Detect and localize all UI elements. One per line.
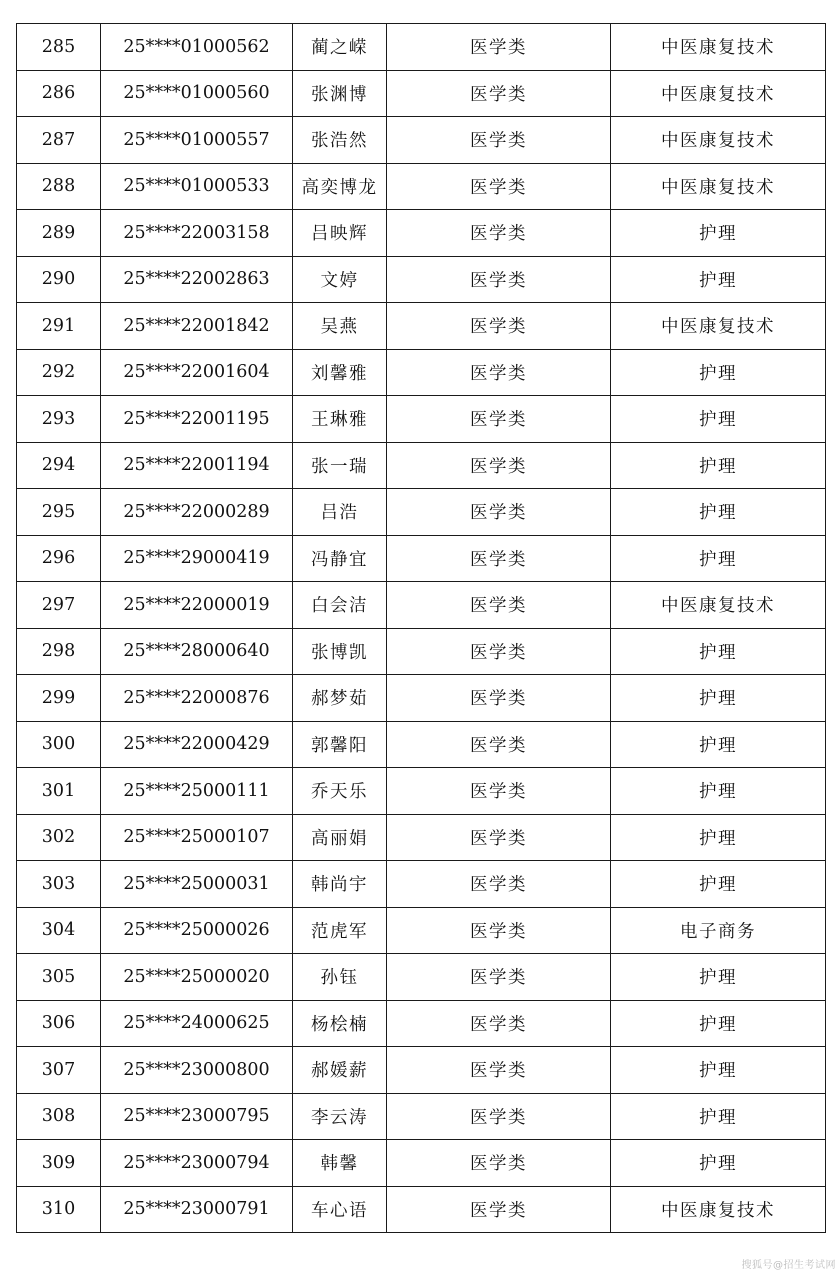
cell-candidate-id: 25****25000026 (101, 907, 293, 954)
cell-major: 护理 (611, 721, 826, 768)
cell-serial-number: 293 (17, 396, 101, 443)
table-row (17, 163, 826, 210)
cell-candidate-id: 25****22000019 (101, 582, 293, 629)
cell-candidate-id: 25****22001842 (101, 303, 293, 350)
cell-student-name: 郭馨阳 (293, 721, 387, 768)
table-row (17, 349, 826, 396)
cell-major: 护理 (611, 1000, 826, 1047)
cell-serial-number: 285 (17, 24, 101, 71)
cell-major: 护理 (611, 861, 826, 908)
cell-category: 医学类 (387, 768, 611, 815)
table-row (17, 768, 826, 815)
cell-student-name: 郝梦茹 (293, 675, 387, 722)
cell-category: 医学类 (387, 256, 611, 303)
cell-candidate-id: 25****22001195 (101, 396, 293, 443)
cell-candidate-id: 25****25000020 (101, 954, 293, 1001)
cell-candidate-id: 25****22000876 (101, 675, 293, 722)
cell-student-name: 张博凯 (293, 628, 387, 675)
cell-category: 医学类 (387, 721, 611, 768)
cell-serial-number: 291 (17, 303, 101, 350)
cell-major: 中医康复技术 (611, 117, 826, 164)
cell-serial-number: 303 (17, 861, 101, 908)
cell-student-name: 车心语 (293, 1186, 387, 1233)
cell-category: 医学类 (387, 1093, 611, 1140)
cell-category: 医学类 (387, 954, 611, 1001)
cell-student-name: 刘馨雅 (293, 349, 387, 396)
cell-student-name: 吕浩 (293, 489, 387, 536)
table-row (17, 256, 826, 303)
cell-serial-number: 298 (17, 628, 101, 675)
cell-student-name: 吴燕 (293, 303, 387, 350)
cell-student-name: 张渊博 (293, 70, 387, 117)
cell-serial-number: 306 (17, 1000, 101, 1047)
cell-candidate-id: 25****22002863 (101, 256, 293, 303)
cell-major: 护理 (611, 210, 826, 257)
cell-serial-number: 301 (17, 768, 101, 815)
table-row (17, 1047, 826, 1094)
cell-major: 护理 (611, 628, 826, 675)
admission-list-table (16, 23, 826, 1233)
cell-student-name: 高奕博龙 (293, 163, 387, 210)
cell-serial-number: 297 (17, 582, 101, 629)
cell-major: 护理 (611, 489, 826, 536)
cell-serial-number: 310 (17, 1186, 101, 1233)
cell-major: 护理 (611, 535, 826, 582)
cell-major: 中医康复技术 (611, 24, 826, 71)
cell-major: 中医康复技术 (611, 1186, 826, 1233)
cell-category: 医学类 (387, 535, 611, 582)
table-body (17, 24, 826, 1233)
cell-category: 医学类 (387, 628, 611, 675)
cell-student-name: 孙钰 (293, 954, 387, 1001)
cell-student-name: 蔺之嵘 (293, 24, 387, 71)
cell-candidate-id: 25****25000031 (101, 861, 293, 908)
cell-student-name: 文婷 (293, 256, 387, 303)
cell-serial-number: 292 (17, 349, 101, 396)
table-row (17, 582, 826, 629)
cell-major: 中医康复技术 (611, 303, 826, 350)
cell-category: 医学类 (387, 582, 611, 629)
cell-category: 医学类 (387, 1140, 611, 1187)
cell-serial-number: 309 (17, 1140, 101, 1187)
table-row (17, 907, 826, 954)
cell-candidate-id: 25****01000560 (101, 70, 293, 117)
cell-serial-number: 300 (17, 721, 101, 768)
cell-student-name: 冯静宜 (293, 535, 387, 582)
table-row (17, 1000, 826, 1047)
cell-candidate-id: 25****23000791 (101, 1186, 293, 1233)
cell-candidate-id: 25****25000111 (101, 768, 293, 815)
cell-major: 护理 (611, 442, 826, 489)
cell-major: 电子商务 (611, 907, 826, 954)
cell-student-name: 郝媛薪 (293, 1047, 387, 1094)
cell-candidate-id: 25****22001604 (101, 349, 293, 396)
cell-candidate-id: 25****29000419 (101, 535, 293, 582)
cell-category: 医学类 (387, 396, 611, 443)
cell-student-name: 韩尚宇 (293, 861, 387, 908)
cell-candidate-id: 25****23000795 (101, 1093, 293, 1140)
table-row (17, 954, 826, 1001)
cell-category: 医学类 (387, 675, 611, 722)
cell-major: 护理 (611, 1047, 826, 1094)
cell-serial-number: 302 (17, 814, 101, 861)
cell-category: 医学类 (387, 861, 611, 908)
cell-category: 医学类 (387, 442, 611, 489)
table-row (17, 489, 826, 536)
table-row (17, 70, 826, 117)
cell-student-name: 韩馨 (293, 1140, 387, 1187)
cell-student-name: 杨桧楠 (293, 1000, 387, 1047)
cell-student-name: 李云涛 (293, 1093, 387, 1140)
cell-major: 护理 (611, 1093, 826, 1140)
cell-candidate-id: 25****01000557 (101, 117, 293, 164)
cell-major: 护理 (611, 256, 826, 303)
cell-serial-number: 305 (17, 954, 101, 1001)
cell-major: 护理 (611, 675, 826, 722)
cell-category: 医学类 (387, 349, 611, 396)
cell-category: 医学类 (387, 907, 611, 954)
cell-serial-number: 296 (17, 535, 101, 582)
table-row (17, 442, 826, 489)
cell-category: 医学类 (387, 24, 611, 71)
cell-student-name: 乔天乐 (293, 768, 387, 815)
cell-student-name: 吕映辉 (293, 210, 387, 257)
cell-serial-number: 287 (17, 117, 101, 164)
cell-major: 护理 (611, 954, 826, 1001)
cell-serial-number: 286 (17, 70, 101, 117)
table-row (17, 814, 826, 861)
cell-serial-number: 304 (17, 907, 101, 954)
cell-candidate-id: 25****28000640 (101, 628, 293, 675)
cell-candidate-id: 25****22003158 (101, 210, 293, 257)
cell-candidate-id: 25****22000289 (101, 489, 293, 536)
cell-category: 医学类 (387, 1186, 611, 1233)
cell-major: 护理 (611, 1140, 826, 1187)
table-row (17, 675, 826, 722)
cell-category: 医学类 (387, 489, 611, 536)
cell-category: 医学类 (387, 1047, 611, 1094)
cell-category: 医学类 (387, 163, 611, 210)
cell-candidate-id: 25****01000533 (101, 163, 293, 210)
cell-serial-number: 290 (17, 256, 101, 303)
watermark-text: 搜狐号@招生考试网 (741, 1260, 836, 1271)
cell-category: 医学类 (387, 1000, 611, 1047)
cell-candidate-id: 25****24000625 (101, 1000, 293, 1047)
cell-major: 中医康复技术 (611, 582, 826, 629)
cell-student-name: 张一瑞 (293, 442, 387, 489)
cell-serial-number: 295 (17, 489, 101, 536)
table-row (17, 1186, 826, 1233)
table-row (17, 1140, 826, 1187)
cell-student-name: 范虎军 (293, 907, 387, 954)
cell-major: 中医康复技术 (611, 70, 826, 117)
cell-student-name: 高丽娟 (293, 814, 387, 861)
cell-category: 医学类 (387, 303, 611, 350)
table-row (17, 861, 826, 908)
cell-serial-number: 294 (17, 442, 101, 489)
table-row (17, 628, 826, 675)
table-row (17, 1093, 826, 1140)
cell-candidate-id: 25****01000562 (101, 24, 293, 71)
table-row (17, 396, 826, 443)
cell-category: 医学类 (387, 70, 611, 117)
cell-student-name: 王琳雅 (293, 396, 387, 443)
cell-serial-number: 308 (17, 1093, 101, 1140)
cell-serial-number: 288 (17, 163, 101, 210)
table-row (17, 303, 826, 350)
cell-candidate-id: 25****22000429 (101, 721, 293, 768)
cell-major: 护理 (611, 349, 826, 396)
cell-student-name: 张浩然 (293, 117, 387, 164)
table-row (17, 721, 826, 768)
cell-major: 护理 (611, 396, 826, 443)
table-row (17, 210, 826, 257)
cell-major: 护理 (611, 814, 826, 861)
table-row (17, 535, 826, 582)
cell-candidate-id: 25****23000800 (101, 1047, 293, 1094)
table-row (17, 24, 826, 71)
table-row (17, 117, 826, 164)
cell-major: 护理 (611, 768, 826, 815)
cell-candidate-id: 25****25000107 (101, 814, 293, 861)
cell-serial-number: 307 (17, 1047, 101, 1094)
cell-candidate-id: 25****23000794 (101, 1140, 293, 1187)
cell-major: 中医康复技术 (611, 163, 826, 210)
cell-serial-number: 289 (17, 210, 101, 257)
cell-category: 医学类 (387, 210, 611, 257)
cell-serial-number: 299 (17, 675, 101, 722)
cell-category: 医学类 (387, 814, 611, 861)
cell-candidate-id: 25****22001194 (101, 442, 293, 489)
cell-category: 医学类 (387, 117, 611, 164)
cell-student-name: 白会洁 (293, 582, 387, 629)
